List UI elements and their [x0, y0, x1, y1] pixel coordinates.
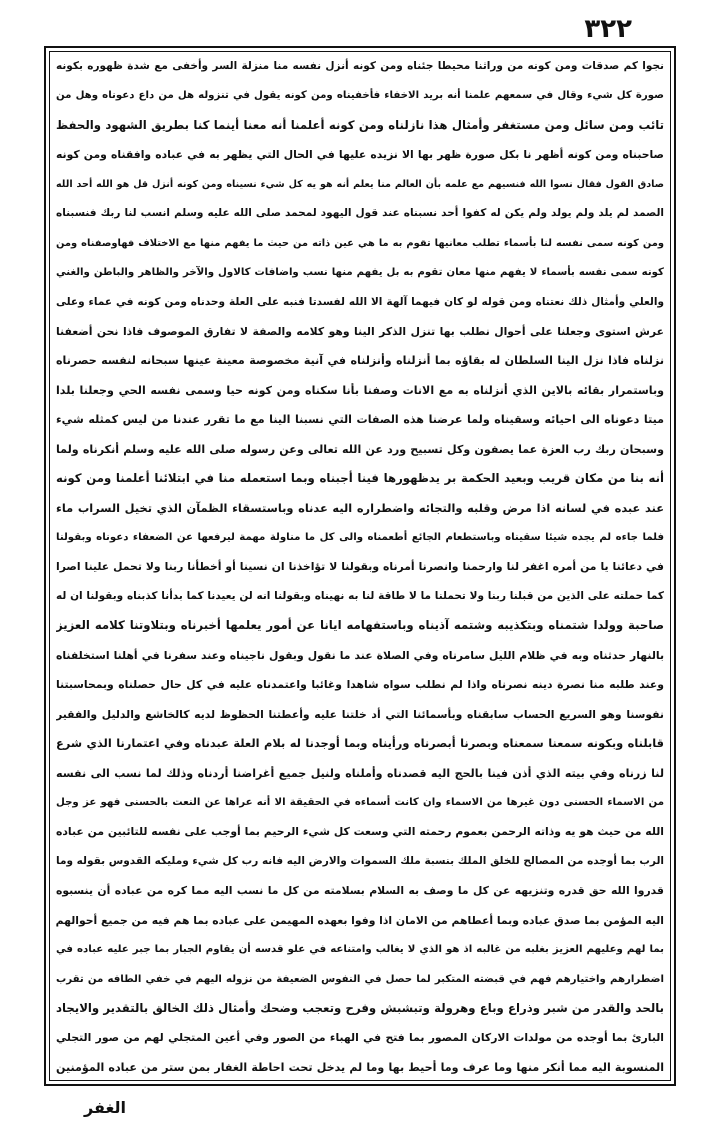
text-line: صاحبناه ومن كونه أظهر نا بكل صورة ظهر بها الا نزيده عليها في الحال التي يظهر به في عباده وافقناه ومن كونه [56, 148, 664, 162]
text-line: كونه سمى نفسه بأسماء لا يفهم منها معان تقوم به بل يفهم منها نسب واضافات كالاول والآخر والظاهر والباطن والغني [56, 267, 664, 279]
text-line: أنه بنا من مكان قريب وبعيد الحكمة بر يدظهورها فينا أجبناه وبما استعمله منا في ابتلائنا أعلمنا ومن كونه [56, 471, 664, 486]
text-frame [44, 46, 676, 1086]
text-line: نجوا كم صدقات ومن كونه من وراثنا محيطا جئناه ومن كونه أنزل نفسه منا منزلة السر وأخفى مع شدة ظهوره بكونه [56, 60, 664, 72]
text-line: ميتا دعوناه الى احيائه وسقيناه ولما عرضنا هذه الصفات التي نسبنا الينا مع ما تقرر عندنا من ليس كمثله شيء [56, 413, 664, 427]
text-line: بالحد والقدر من شبر وذراع وباع وهرولة وتبشبش وفرح وتعجب وضحك وأمثال ذلك الخالق بالتقدير والايجاد [56, 1001, 664, 1015]
text-line: قدروا الله حق قدره وتنزيهه عن كل ما وصف به السلام بسلامته من كل ما نسب اليه مما كره من عباده أن ينسبوه [56, 884, 664, 898]
text-line: والعلي وأمثال ذلك نعتناه ومن قوله لو كان فيهما آلهة الا الله لفسدتا فنبه على العلة وحدناه ومن كونه في عماء وعلى [56, 295, 664, 308]
text-line: بالنهار حدثناه وبه في ظلام الليل سامرناه وفي الصلاة عند ما نقول وبقول ناجيناه وعند سفرنا في أهلنا استخلفناه [56, 648, 664, 662]
page-text-body [56, 56, 664, 1078]
catchword: الغفر [84, 1098, 126, 1117]
text-line: من الاسماء الحسنى دون غيرها من الاسماء وان كانت أسماءه في الحقيقة الا أنه عراها عن النعت بالحسنى فهو عز وجل [56, 796, 664, 808]
text-line: عرش استوى وجعلنا على أحوال نطلب بها تنزل الذكر الينا وهو كلامه والصفة لا تفارق الموصوف فاذا نحن أضعفنا [56, 324, 664, 338]
text-line: البارئ بما أوجده من مولدات الاركان المصور بما فتح في الهباء من الصور وفي أعين المتجلي لهم من صور التجلي [56, 1031, 664, 1045]
text-line: كما حملته على الذين من قبلنا ربنا ولا تحملنا ما لا طاقة لنا به نهيناه وبقولنا انه لن يعيدنا كما بدأنا كذبناه وبقولنا ان له [56, 589, 664, 602]
text-line: فلما جاءه لم يجده شيئا سقيناه وباستطعام الجائع أطعمناه والى كل ما مناولة مهمة ليرفعها عن الضعفاء دعوناه وبقولنا [56, 532, 664, 543]
text-line: صادق القول فقال نسوا الله فنسيهم مع علمه بأن العالم منا يعلم أنه هو يه كل شيء نسيناه ومن كونه أنزل قل هو الله أحد الله [56, 178, 664, 190]
text-line: ومن كونه سمى نفسه لنا بأسماء تطلب معانيها تقوم به ما هي عين ذاته من حيث ما يفهم منها مع الاختلاف فهاوصفناه ومن [56, 237, 664, 249]
text-line: وسبحان ربك رب العزة عما يصفون وكل تسبيح ورد عن الله تعالى وعن رسوله صلى الله عليه وسلم أنكرناه ولما [56, 442, 664, 456]
text-line: نفوسنا وهو السريع الحساب سابقناه وبأسمائنا التي أد خلتنا عليه وأعطتنا الحظوظ لديه كالخاشع والدليل والفقير [56, 707, 664, 721]
text-line: وعند طلبه منا نصرة دينه نصرناه واذا لم نطلب سواه شاهدا وغائبا واعتمدناه عليه في كل حال حصلناه وبمحاسبتنا [56, 678, 664, 692]
text-line: وباستمرار بقائه بالاين الذي أنزلناه به مع الانات وصفنا بأنا سكناه ومن كونه حيا وسمى نفسه الحي وجعلنا بلدا [56, 383, 664, 397]
text-line: قابلناه وبكونه سمعنا سمعناه وبصرنا أبصرناه ورأيناه وبما أوجدنا له بلام العلة عبدناه وفي اعتمارنا الذي شرع [56, 736, 664, 751]
text-line: اليه المؤمن بما صدق عباده وبما أعطاهم من الامان اذا وفوا بعهده المهيمن على عباده بما هم فيه من جميع أحوالهم [56, 913, 664, 927]
text-line: الصمد لم يلد ولم يولد ولم يكن له كفوا أحد نسبناه عند قول اليهود لمحمد صلى الله عليه وسلم انسب لنا ربك فنسبناه [56, 207, 664, 220]
text-line: تائب ومن سائل ومن مستغفر وأمثال هذا نازلناه ومن كونه أعلمنا أنه معنا أينما كنا بطريق الشهود والحفظ [56, 117, 664, 132]
page-number: ٣٢٢ [584, 14, 632, 44]
text-line: اضطرارهم واختيارهم فهم في قبضته المتكبر لما حصل في النفوس الضعيفة من نزوله اليهم في خفي الطافه من تقرب [56, 973, 664, 985]
text-line: الله من حيث هو يه وذاته الرحمن بعموم رحمته التي وسعت كل شيء الرحيم بما أوجب على نفسه للتائبين من عباده [56, 825, 664, 839]
text-line: بما لهم وعليهم العزيز بغلبه من غالبه اذ هو الذي لا يغالب وامتناعه في علو قدسه أن يقاوم الجبار بما جبر عليه عباده في [56, 944, 664, 956]
text-line: صاحبة وولدا شتمناه وبتكذيبه وشتمه آذيناه وباستفهامه ايانا عن أمور يعلمها أخبرناه وبتلاوتنا كلامه العزيز [56, 618, 664, 633]
text-line: في دعائنا يا من أمره اغفر لنا وارحمنا وانصرنا أمرناه وبقولنا لا تؤاخذنا ان نسينا أو أخطأنا ربنا ولا تحمل علينا اصرا [56, 560, 664, 574]
text-line: المنسوبة اليه مما أنكر منها وما عرف وما أحيط بها وما لم يدخل تحت احاطة الغفار بمن ستر من عباده المؤمنين [56, 1060, 664, 1074]
text-line: عند عبده في لسانه اذا مرض وقلبه والتجائه واضطراره اليه عدناه وباستسقاء الظمآن الذي تخيل السراب ماء [56, 500, 664, 515]
text-line: الرب بما أوجده من المصالح للخلق الملك بنسبة ملك السموات والارض اليه فانه رب كل شيء ومليكه القدوس بقوله وما [56, 854, 664, 867]
text-line: نزلناه فاذا نزل الينا السلطان له بقاؤه بما أنزلناه وأنزلناه في آنية مخصوصة معينة عينها سبحانه لنفسه حصرناه [56, 354, 664, 368]
text-line: لنا زرناه وفي بيته الذي أذن فينا بالحج اليه قصدناه وأملناه ولنيل جميع أغراضنا أردناه وذلك لما نسب الى نفسه [56, 766, 664, 780]
text-line: صورة كل شيء وقال في سمعهم علمنا أنه بريد الاخفاء فأخفيناه ومن كونه يقول في تنزوله هل من داع دعوناه وهل من [56, 90, 664, 102]
